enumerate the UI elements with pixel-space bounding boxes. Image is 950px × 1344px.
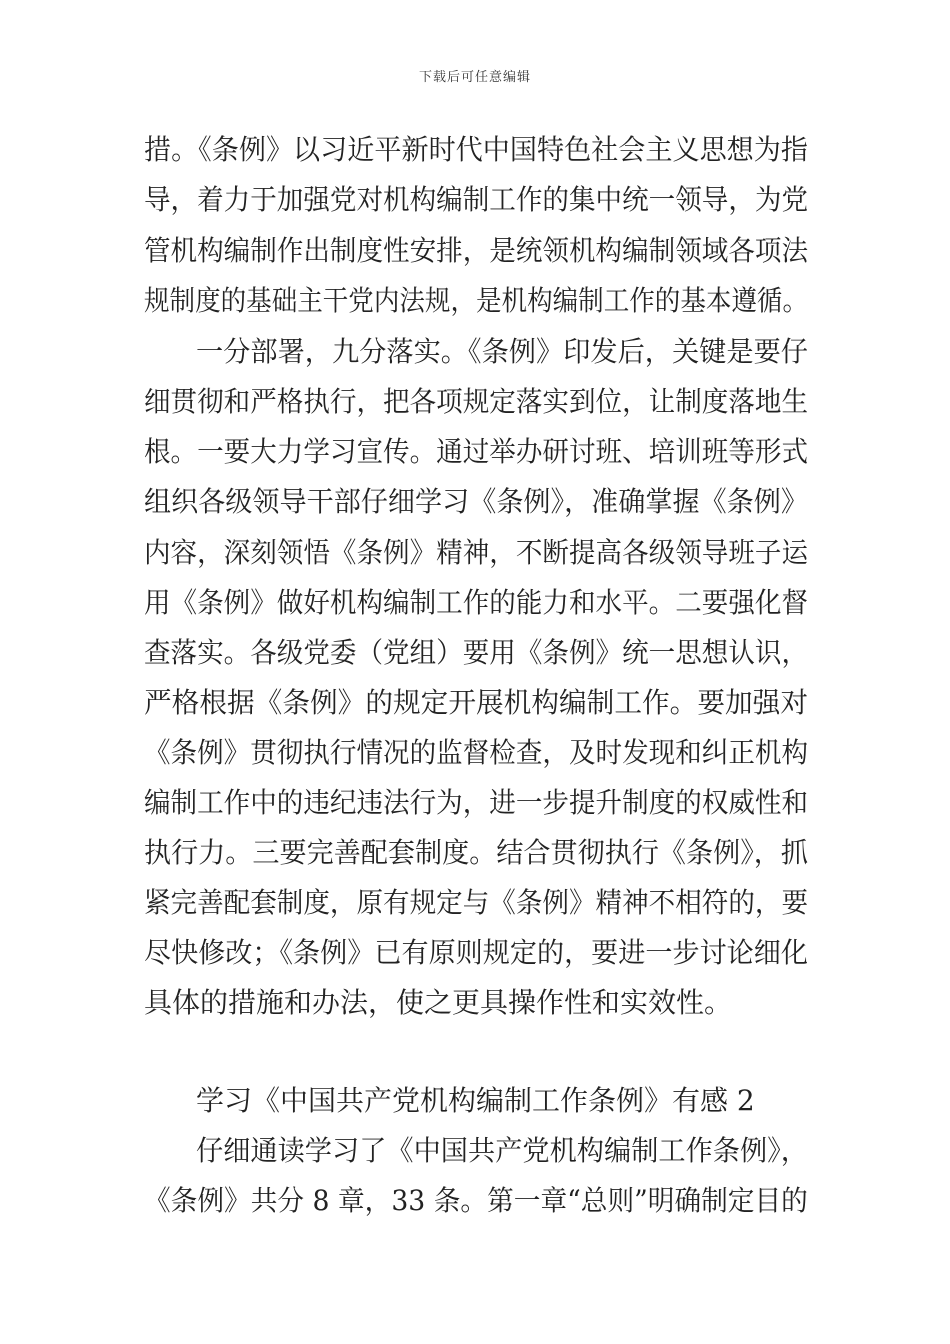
paragraph-line: 细贯彻和严格执行，把各项规定落实到位，让制度落地生 [144,385,809,418]
paragraph-line: 具体的措施和办法，使之更具操作性和实效性。 [144,986,733,1019]
paragraph-line: 执行力。三要完善配套制度。结合贯彻执行《条例》，抓 [144,836,808,869]
paragraph-line: 导，着力于加强党对机构编制工作的集中统一领导，为党 [144,183,809,216]
paragraph-line: 管机构编制作出制度性安排，是统领机构编制领域各项法 [144,234,809,267]
paragraph-line: 内容，深刻领悟《条例》精神，不断提高各级领导班子运 [144,536,809,569]
paragraph-line: 《条例》共分 8 章，33 条。第一章“总则”明确制定目的 [144,1184,808,1217]
paragraph-line: 严格根据《条例》的规定开展机构编制工作。要加强对 [144,686,809,719]
paragraph-line: 用《条例》做好机构编制工作的能力和水平。二要强化督 [144,586,809,619]
paragraph-line: 根。一要大力学习宣传。通过举办研讨班、培训班等形式 [144,435,809,468]
paragraph-line: 组织各级领导干部仔细学习《条例》，准确掌握《条例》 [144,485,808,518]
paragraph-line: 编制工作中的违纪违法行为，进一步提升制度的权威性和 [144,786,809,819]
page-header-note: 下载后可任意编辑 [418,70,531,85]
paragraph-line: 紧完善配套制度，原有规定与《条例》精神不相符的，要 [144,886,809,919]
paragraph-line: 一分部署，九分落实。《条例》印发后，关键是要仔 [196,335,808,368]
paragraph-line: 尽快修改；《条例》已有原则规定的，要进一步讨论细化 [144,936,808,969]
paragraph-line: 规制度的基础主干党内法规，是机构编制工作的基本遵循。 [144,284,809,317]
section-title: 学习《中国共产党机构编制工作条例》有感 2 [196,1084,755,1117]
paragraph-line: 措。《条例》以习近平新时代中国特色社会主义思想为指 [144,133,808,166]
paragraph-line: 仔细通读学习了《中国共产党机构编制工作条例》， [196,1134,808,1167]
paragraph-line: 《条例》贯彻执行情况的监督检查，及时发现和纠正机构 [144,736,809,769]
paragraph-line: 查落实。各级党委（党组）要用《条例》统一思想认识， [144,636,809,669]
